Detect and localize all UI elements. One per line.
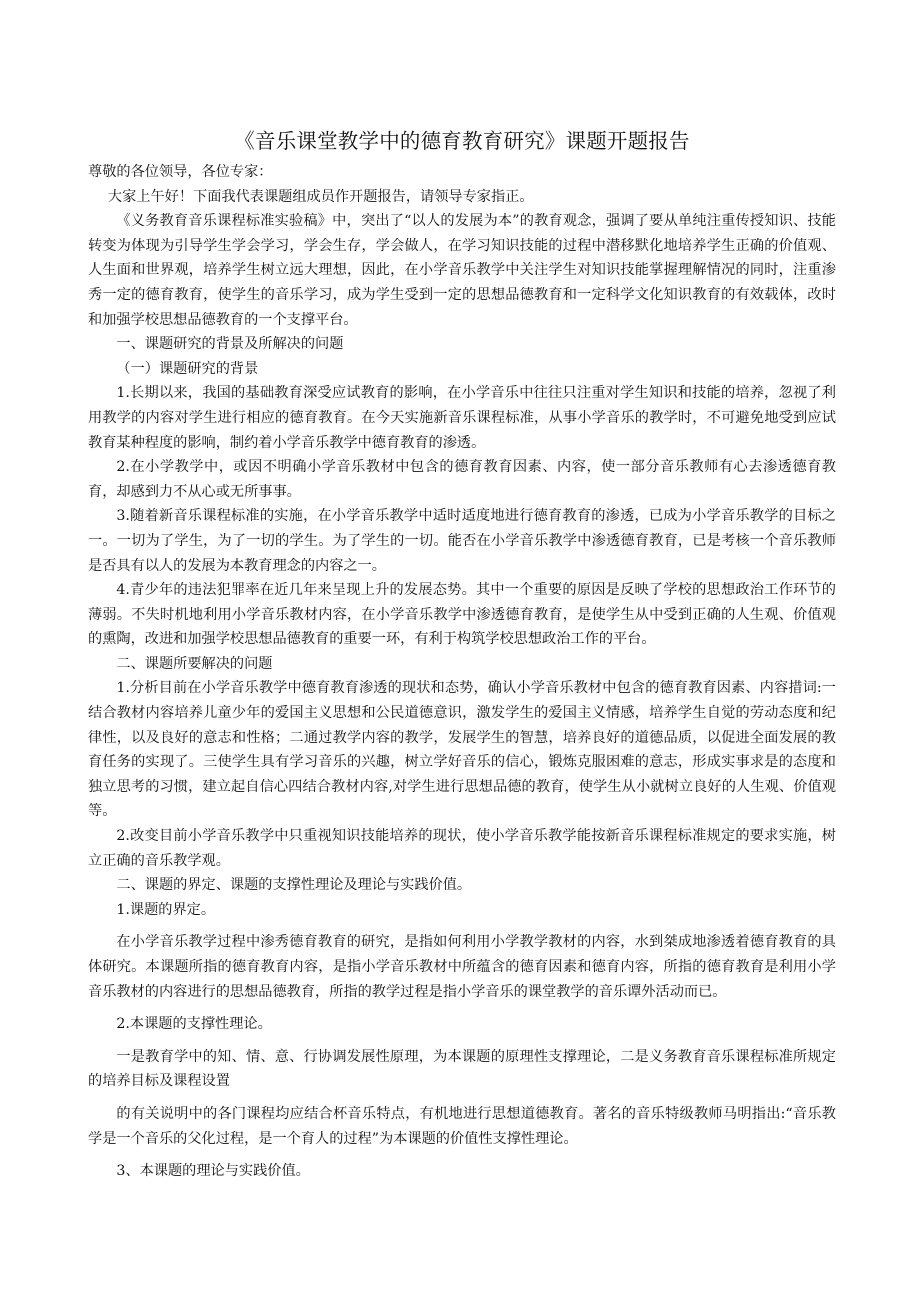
definition-heading: 1.课题的界定。 (116, 901, 216, 918)
section-heading-definition: 二、课题的界定、课题的支撑性理论及理论与实践价值。 (116, 877, 472, 894)
background-paragraph-4: 4.青少年的违法犯罪率在近几年来呈现上升的发展态势。其中一个重要的原因是反映了学校的思想政治工作环节的薄弱。不失时机地利用小学音乐教材内容，在小学音乐教学中渗透德育教育，是使学生从中受到正确的人生观、价值观的熏陶，改进和加强学校思想品德教育的重要一环，有利于构筑学校思想政治工作的平台。 (88, 582, 836, 648)
salutation: 尊敬的各位领导，各位专家： (88, 164, 273, 180)
definition-paragraph: 在小学音乐教学过程中渗秀德育教育的研究，是指如何利用小学教学教材的内容，水到桀成地渗透着德育教育的具体研究。本课题所指的德育教育内容，是指小学音乐教材中所蕴含的德育因素和德育内容，所指的德育教育是利用小学音乐教材的内容进行的思想品德教育，所指的教学过程是指小学音乐的课堂教学的音乐谭外活动而已。 (88, 934, 836, 1000)
problem-paragraph-2: 2.改变目前小学音乐教学中只重视知识技能培养的现状，使小学音乐教学能按新音乐课程标准规定的要求实施，树立正确的音乐教学观。 (88, 828, 836, 869)
problem-paragraph-1: 1.分析目前在小学音乐教学中德育教育渗透的现状和态势，确认小学音乐教材中包含的德育教育因素、内容措词:一结合教材内容培养儿童少年的爱国主义思想和公民道德意识，激发学生的爱国主义情感，培养学生自觉的劳动态度和纪律性，以及良好的意志和性格；二通过教学内容的教学，发展学生的智慧，培养良好的道德品质，以促进全面发展的教育任务的实现了。三使学生具有学习音乐的兴趣，树立学好音乐的信心，锻炼克服困难的意志，形成实事求是的态度和独立思考的习惯，建立起自信心四结合教材内容,对学生进行思想品德的教育，使学生从小就树立良好的人生观、价值观等。 (88, 680, 836, 820)
background-paragraph-1: 1.长期以来，我国的基础教育深受应试教育的影响，在小学音乐中往往只注重对学生知识和技能的培养，忽视了利用教学的内容对学生进行相应的德育教育。在今天实施新音乐课程标准，从事小学音乐的教学时，不可避免地受到应试教育某种程度的影响，制约着小学音乐教学中德育教育的渗透。 (88, 385, 836, 451)
background-paragraph-2: 2.在小学教学中，或因不明确小学音乐教材中包含的德育教育因素、内容，使一部分音乐教师有心去渗透德育教育，却感到力不从心或无所事事。 (88, 459, 836, 500)
subsection-heading-background: （一）课题研究的背景 (116, 360, 259, 377)
subsection-heading-problems: 二、课题所要解决的问题 (116, 655, 273, 672)
section-heading-background: 一、课题研究的背景及所解决的问题 (116, 336, 344, 353)
background-paragraph-3: 3.随着新音乐课程标准的实施，在小学音乐教学中适时适度地进行德育教育的渗透，已成为小学音乐教学的目标之一。一切为了学生，为了一切的学生。为了学生的一切。能否在小学音乐教学中渗透德育教育，已是考核一个音乐教师是否具有以人的发展为本教育理念的内容之一。 (88, 508, 836, 574)
report-page (88, 126, 836, 1184)
value-heading: 3、本课题的理论与实践价值。 (116, 1163, 310, 1180)
intro-paragraph: 《义务教育音乐课程标准实验稿》中，突出了“以人的发展为本”的教育观念，强调了要从单纯注重传授知识、技能转变为体现为引导学生学会学习，学会生存，学会做人，在学习知识技能的过程中潜移默化地培养学生正确的价值观、人生面和世界观，培养学生树立远大理想，因此，在小学音乐教学中关注学生对知识技能掌握理解情况的同时，注重渗秀一定的德育教育，使学生的音乐学习，成为学生受到一定的思想品德教育和一定科学文化知识教育的有效载体，改时和加强学校思想品德教育的一个支撑平台。 (88, 213, 836, 328)
theory-heading: 2.本课题的支撑性理论。 (116, 1016, 272, 1033)
greeting: 大家上午好！下面我代表课题组成员作开题报告，请领导专家指正。 (107, 188, 534, 205)
theory-paragraph-1: 一是教育学中的知、情、意、行协调发展性原理，为本课题的原理性支撑理论，二是义务教育音乐课程标准所规定的培养目标及课程设置 (88, 1048, 836, 1090)
theory-paragraph-2: 的有关说明中的各门课程均应结合杯音乐特点，有机地进行思想道德教育。著名的音乐特级教师马明指出:“音乐教学是一个音乐的父化过程，是一个育人的过程”为本课题的价值性支撑性理论。 (88, 1105, 836, 1147)
document-title: 《音乐课堂教学中的德育教育研究》课题开题报告 (234, 129, 690, 153)
